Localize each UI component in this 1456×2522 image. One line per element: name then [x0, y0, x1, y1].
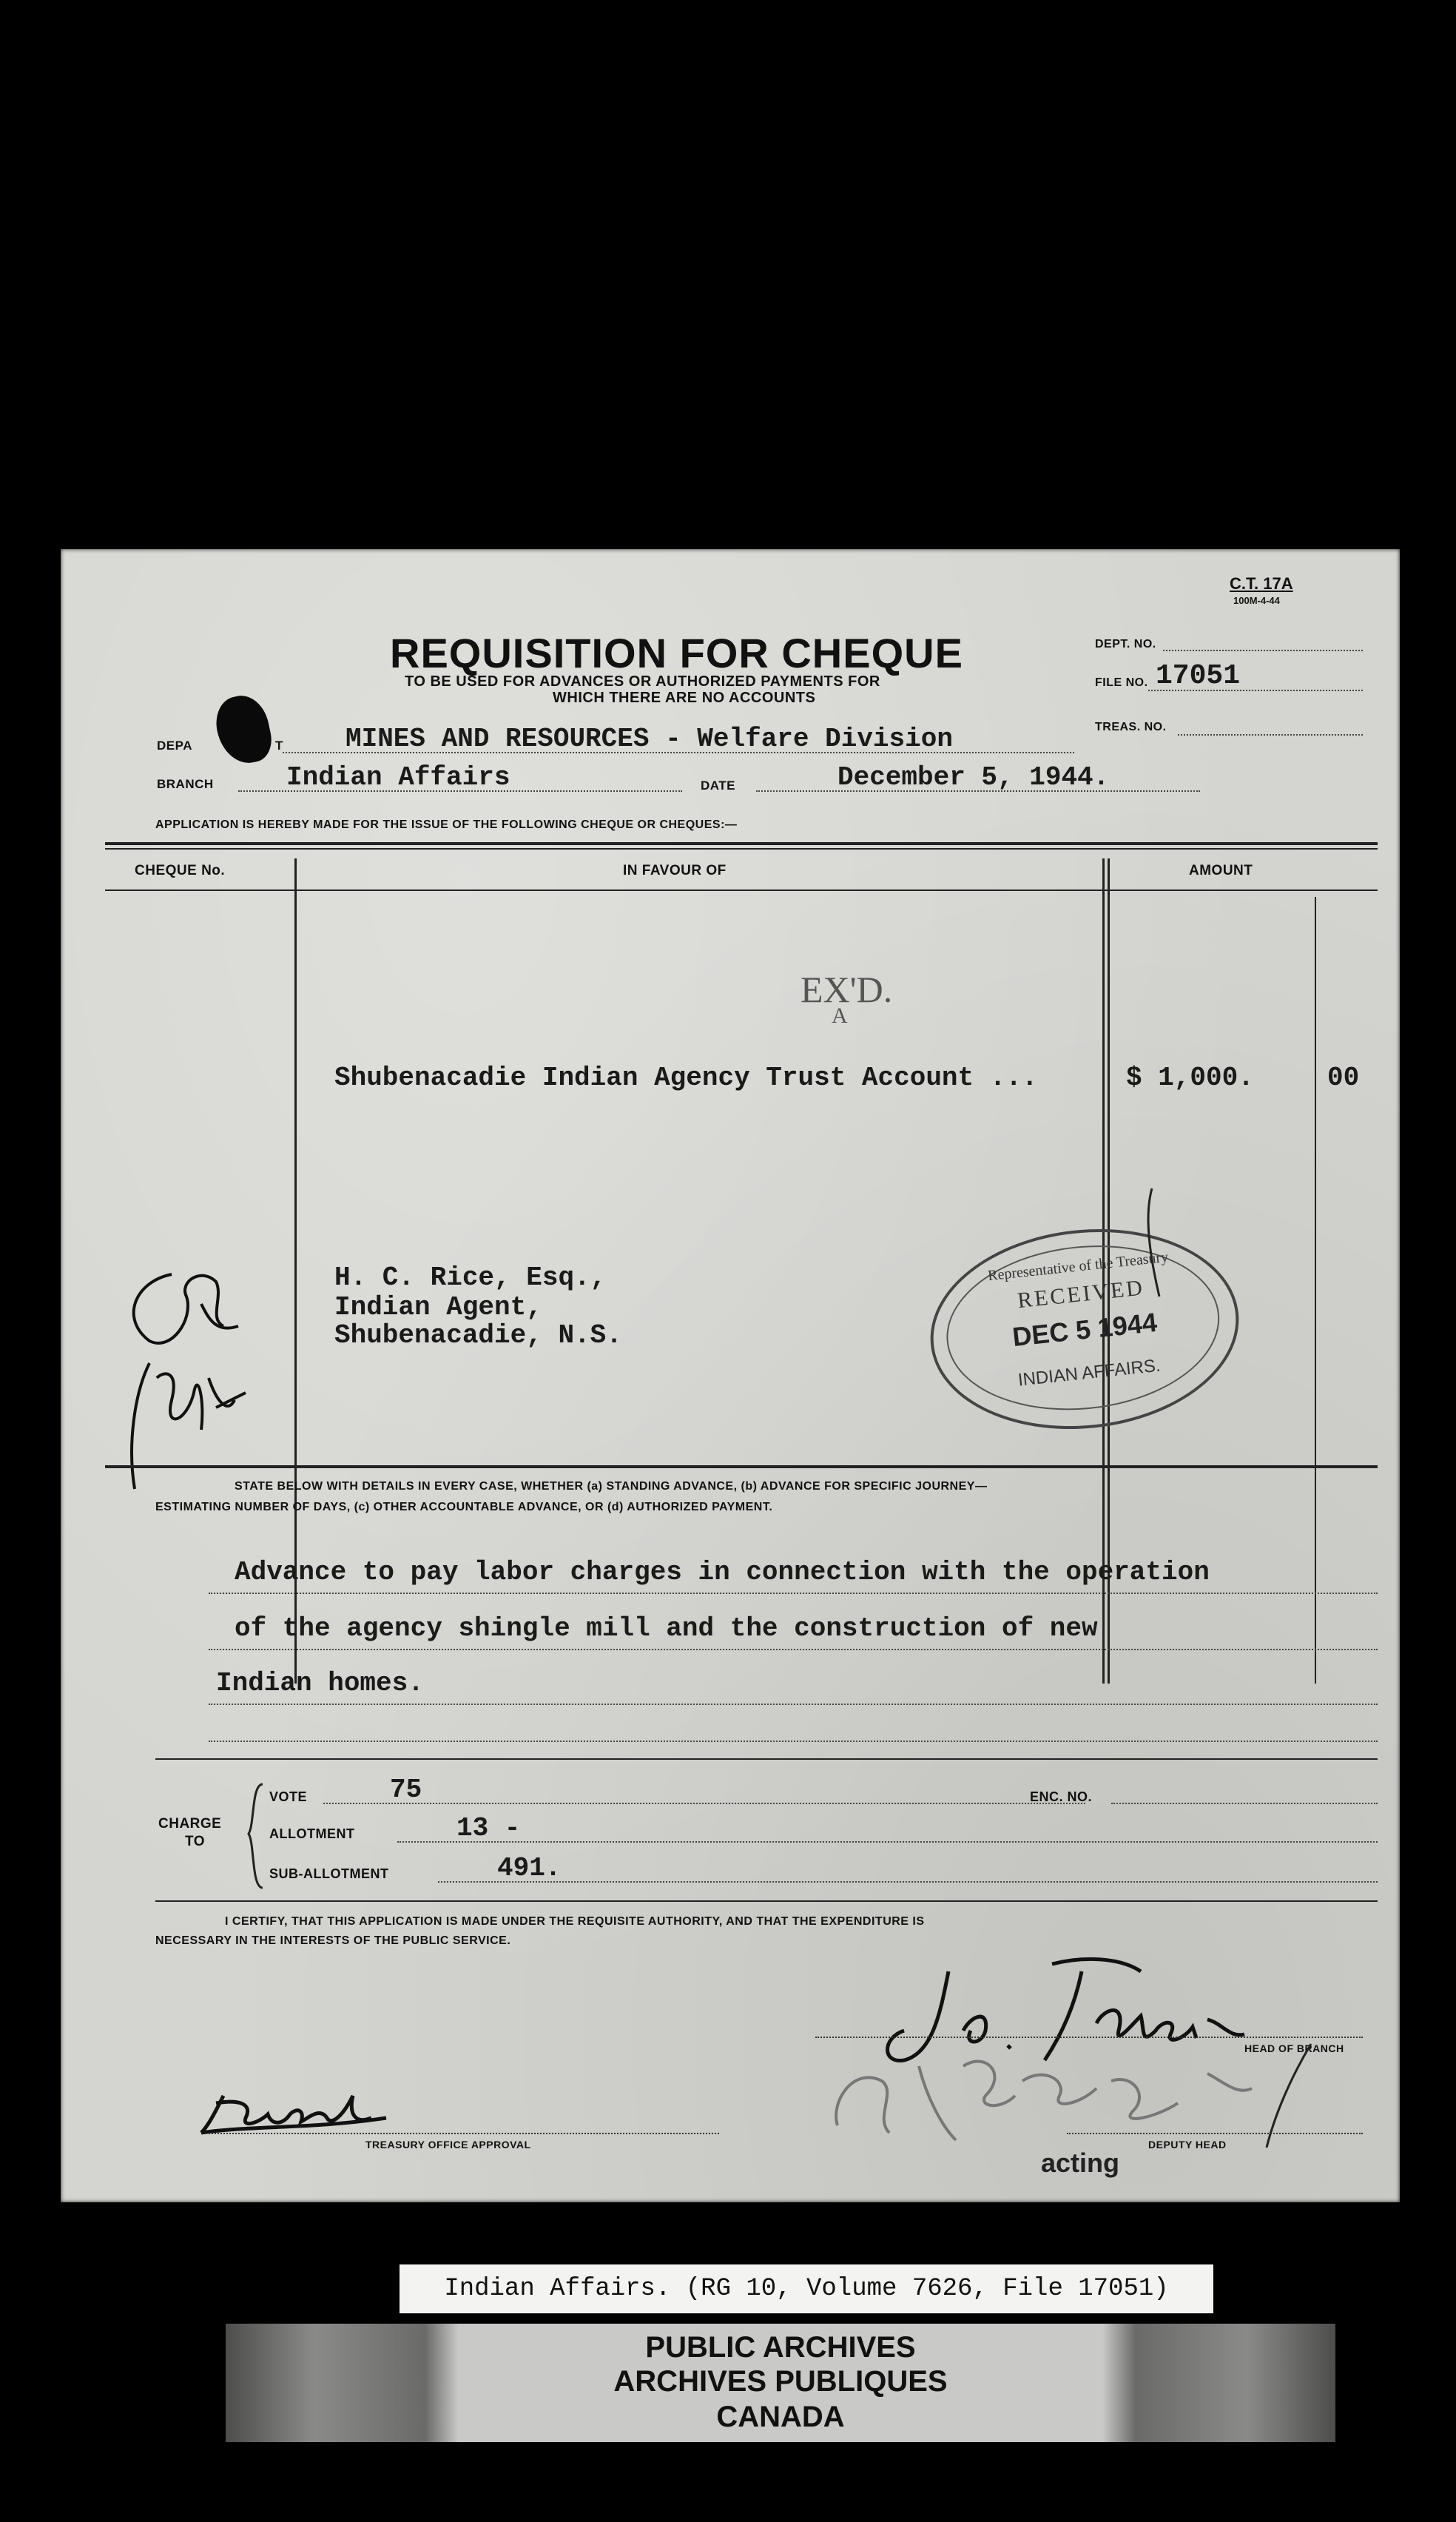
vote-line	[323, 1803, 1085, 1804]
dept-no-label: DEPT. NO.	[1095, 638, 1156, 650]
table-top-rule-2	[105, 848, 1378, 850]
archives-line-2: ARCHIVES PUBLIQUES	[613, 2365, 948, 2398]
stamp-date-text: DEC 5 1944	[1011, 1306, 1159, 1353]
branch-label: BRANCH	[157, 777, 214, 791]
details-line-1: Advance to pay labor charges in connection with the operation	[235, 1557, 1210, 1587]
charge-brace	[244, 1780, 266, 1892]
treas-no-line	[1178, 734, 1363, 736]
enc-no-line	[1111, 1803, 1378, 1804]
archive-reference-label: Indian Affairs. (RG 10, Volume 7626, File 17051)	[400, 2264, 1213, 2313]
application-text: APPLICATION IS HEREBY MADE FOR THE ISSUE OF THE FOLLOWING CHEQUE OR CHEQUES:—	[155, 818, 738, 831]
stamp-bottom-text: INDIAN AFFAIRS.	[1017, 1355, 1162, 1391]
allotment-line	[397, 1841, 1378, 1843]
details-dotline-3	[209, 1704, 1378, 1705]
state-below-line-1: STATE BELOW WITH DETAILS IN EVERY CASE, WHETHER (a) STANDING ADVANCE, (b) ADVANCE FOR SPECIFIC JOURNEY—	[235, 1480, 988, 1493]
form-title: REQUISITION FOR CHEQUE	[390, 630, 963, 676]
treasury-approval-label: TREASURY OFFICE APPROVAL	[365, 2139, 531, 2151]
department-label: DEPA	[157, 739, 192, 753]
section-rule	[105, 1465, 1378, 1468]
form-code: C.T. 17A	[1230, 574, 1293, 593]
received-stamp	[920, 1214, 1249, 1444]
certify-line-1: I CERTIFY, THAT THIS APPLICATION IS MADE UNDER THE REQUISITE AUTHORITY, AND THAT THE EXPENDITURE IS	[225, 1915, 925, 1928]
department-label-end: T	[275, 739, 283, 753]
address-line-2: Indian Agent,	[334, 1292, 542, 1322]
date-label: DATE	[701, 779, 736, 793]
details-line-3: Indian homes.	[216, 1668, 424, 1698]
branch-line	[238, 790, 682, 792]
amount-cents: 00	[1327, 1063, 1360, 1093]
col-amount: AMOUNT	[1189, 863, 1253, 878]
vote-label: VOTE	[269, 1789, 308, 1804]
sub-allotment-value: 491.	[497, 1853, 562, 1883]
date-value: December 5, 1944.	[837, 762, 1110, 793]
allotment-value: 13 -	[456, 1813, 521, 1843]
treas-no-label: TREAS. NO.	[1095, 721, 1167, 733]
treasury-approval-signature	[194, 2066, 401, 2148]
branch-value: Indian Affairs	[286, 762, 510, 793]
acting-note: acting	[1041, 2148, 1120, 2178]
head-of-branch-label: HEAD OF BRANCH	[1244, 2042, 1344, 2054]
col-in-favour: IN FAVOUR OF	[623, 863, 727, 878]
details-line-2: of the agency shingle mill and the construction of new	[235, 1613, 1098, 1644]
charge-label-1: CHARGE	[158, 1816, 222, 1832]
details-dotline-2	[209, 1649, 1378, 1650]
payee: Shubenacadie Indian Agency Trust Account ...	[334, 1063, 1038, 1093]
deputy-head-line	[1067, 2133, 1363, 2134]
table-top-rule	[105, 842, 1378, 845]
dept-no-line	[1163, 650, 1363, 651]
archives-line-3: CANADA	[716, 2401, 845, 2433]
certify-line-2: NECESSARY IN THE INTERESTS OF THE PUBLIC SERVICE.	[155, 1934, 511, 1947]
address-line-1: H. C. Rice, Esq.,	[334, 1262, 607, 1293]
file-no-label: FILE NO.	[1095, 676, 1148, 689]
torn-hole	[211, 691, 276, 769]
stamp-received-text: RECEIVED	[1016, 1275, 1146, 1314]
state-below-line-2: ESTIMATING NUMBER OF DAYS, (c) OTHER ACCOUNTABLE ADVANCE, OR (d) AUTHORIZED PAYMENT.	[155, 1501, 773, 1513]
details-bottom-rule	[155, 1758, 1378, 1760]
deputy-head-signature	[823, 2037, 1355, 2148]
form-subtitle-1: TO BE USED FOR ADVANCES OR AUTHORIZED PAYMENTS FOR	[405, 673, 880, 690]
file-no-value: 17051	[1156, 660, 1241, 692]
col-divider-3	[1315, 897, 1316, 1684]
file-no-line	[1148, 690, 1363, 691]
requisition-form	[61, 549, 1400, 2202]
details-dotline-1	[209, 1593, 1378, 1594]
amount-dollars: $ 1,000.	[1126, 1063, 1254, 1093]
col-cheque-no: CHEQUE No.	[135, 863, 226, 878]
exd-initial: A	[832, 1003, 848, 1028]
certify-top-rule	[155, 1900, 1378, 1902]
address-line-3: Shubenacadie, N.S.	[334, 1320, 622, 1351]
form-print-code: 100M-4-44	[1233, 595, 1280, 606]
form-subtitle-2: WHICH THERE ARE NO ACCOUNTS	[553, 690, 816, 706]
vote-value: 75	[390, 1775, 422, 1805]
sub-allotment-label: SUB-ALLOTMENT	[269, 1866, 389, 1881]
charge-label-2: TO	[185, 1834, 206, 1849]
department-line	[283, 752, 1074, 753]
deputy-head-label: DEPUTY HEAD	[1148, 2139, 1227, 2151]
enc-no-label: ENC. NO.	[1030, 1789, 1093, 1804]
treasury-approval-line	[209, 2133, 719, 2134]
details-dotline-4	[209, 1741, 1378, 1742]
allotment-label: ALLOTMENT	[269, 1826, 355, 1841]
department-value: MINES AND RESOURCES - Welfare Division	[346, 724, 953, 754]
date-line	[756, 790, 1200, 792]
archives-line-1: PUBLIC ARCHIVES	[645, 2331, 916, 2364]
exd-stamp: EX'D.	[801, 969, 893, 1010]
stamp-pen-mark	[1130, 1186, 1174, 1304]
sub-allotment-line	[438, 1881, 1378, 1883]
public-archives-stamp	[226, 2324, 1335, 2442]
stamp-top-text: Representative of the Treasury	[987, 1248, 1170, 1285]
margin-initials-signature	[105, 1252, 253, 1496]
